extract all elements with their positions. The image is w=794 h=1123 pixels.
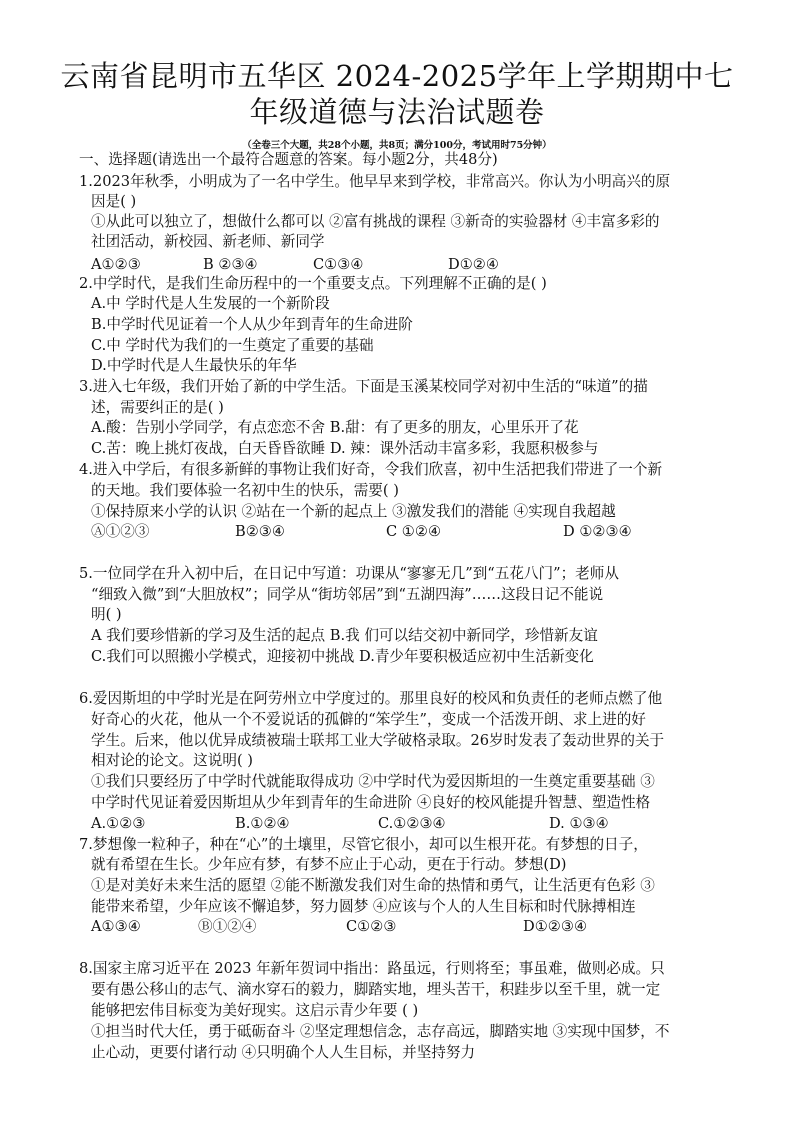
question-7-option-d: D①②③④ <box>523 918 588 935</box>
question-5-stem-cont: “细致入微”到“大胆放权”；同学从“街坊邻居”到“五湖四海”……这段日记不能说 <box>91 586 604 603</box>
question-5-stem: 5.一位同学在升入初中后，在日记中写道：功课从“寥寥无几”到“五花八门”；老师从 <box>79 565 619 582</box>
question-8-statements: ①担当时代大任，勇于砥砺奋斗 ②坚定理想信念，志存高远，脚踏实地 ③实现中国梦，不 <box>91 1023 670 1040</box>
question-1-stem-cont: 因是( ) <box>91 193 137 210</box>
question-6-statements: ①我们只要经历了中学时代就能取得成功 ②中学时代为爱因斯坦的一生奠定重要基础 ③ <box>91 773 655 790</box>
question-5-stem-end: 明( ) <box>91 606 122 623</box>
question-7-stem-cont: 就有希望在生长。少年应有梦，有梦不应止于心动，更在于行动。梦想(D) <box>91 856 567 873</box>
question-4-option-c: C ①②④ <box>386 523 442 540</box>
question-3-stem: 3.进入七年级，我们开始了新的中学生活。下面是玉溪某校同学对初中生活的“味道”的描 <box>79 378 648 395</box>
question-6-stem-end: 相对论的论文。这说明( ) <box>91 752 253 769</box>
section-heading: 一、选择题(请选出一个最符合题意的答案。每小题2分，共48分) <box>79 151 498 168</box>
question-4-stem: 4.进入中学后，有很多新鲜的事物让我们好奇，令我们欣喜，初中生活把我们带进了一个新 <box>79 461 663 478</box>
question-7-option-b: Ⓑ①②④ <box>198 918 257 935</box>
question-2-option-d: D.中学时代是人生最快乐的年华 <box>91 357 297 374</box>
question-8-stem-cont-1: 要有愚公移山的志气、滴水穿石的毅力，脚踏实地，埋头苦干，积跬步以至千里，就一定 <box>91 981 661 998</box>
question-8-stem: 8.国家主席习近平在 2023 年新年贺词中指出：路虽远，行则将至；事虽难，做则必成。只 <box>79 960 665 977</box>
question-2-option-b: B.中学时代见证着一个人从少年到青年的生命进阶 <box>91 316 413 333</box>
question-4-option-a: Ⓐ①②③ <box>91 523 150 540</box>
question-1-statements-cont: 社团活动，新校园、新老师、新同学 <box>91 233 325 250</box>
exam-instructions-note: （全卷三个大题，共28个小题，共8页；满分100分，考试用时75分钟） <box>242 140 552 151</box>
question-1-option-c: C①③④ <box>313 256 364 273</box>
question-6-option-d: D. ①③④ <box>549 815 609 832</box>
question-7-option-a: A①③④ <box>91 918 141 935</box>
question-1-statements: ①从此可以独立了，想做什么都可以 ②富有挑战的课程 ③新奇的实验器材 ④丰富多彩的 <box>91 213 660 230</box>
exam-title-line-1: 云南省昆明市五华区 2024-2025学年上学期期中七 <box>60 59 734 93</box>
question-2-option-a: A.中 学时代是人生发展的一个新阶段 <box>91 295 330 312</box>
question-4-statements: ①保持原来小学的认识 ②站在一个新的起点上 ③激发我们的潜能 ④实现自我超越 <box>91 503 616 520</box>
question-7-option-c: C①②③ <box>346 918 397 935</box>
question-6-option-c: C.①②③④ <box>378 815 446 832</box>
question-7-statements-cont: 能带来希望，少年应该不懈追梦，努力圆梦 ④应该与个人的人生目标和时代脉搏相连 <box>91 898 636 915</box>
question-6-option-b: B.①②④ <box>235 815 290 832</box>
question-1-stem: 1.2023年秋季，小明成为了一名中学生。他早早来到学校，非常高兴。你认为小明高兴的原 <box>79 173 671 190</box>
question-1-option-b: B ②③④ <box>203 256 258 273</box>
question-2-stem: 2.中学时代，是我们生命历程中的一个重要支点。下列理解不正确的是( ) <box>79 275 547 292</box>
question-6-statements-cont: 中学时代见证着爱因斯坦从少年到青年的生命进阶 ④良好的校风能提升智慧、塑造性格 <box>91 794 651 811</box>
question-3-stem-cont: 述，需要纠正的是( ) <box>91 399 224 416</box>
question-2-option-c: C.中 学时代为我们的一生奠定了重要的基础 <box>91 337 374 354</box>
question-4-option-b: B②③④ <box>235 523 285 540</box>
question-1-option-a: A①②③ <box>91 256 141 273</box>
exam-title-line-2: 年级道德与法治试题卷 <box>249 95 545 129</box>
question-8-stem-cont-2: 能够把宏伟目标变为美好现实。这启示青少年要 ( ) <box>91 1002 419 1019</box>
question-5-options-cd: C.我们可以照搬小学模式，迎接初中挑战 D.青少年要积极适应初中生活新变化 <box>91 648 594 665</box>
question-7-stem: 7.梦想像一粒种子，种在“心”的土壤里，尽管它很小，却可以生根开花。有梦想的日子， <box>79 836 648 853</box>
question-5-options-ab: A 我们要珍惜新的学习及生活的起点 B.我 们可以结交初中新同学，珍惜新友谊 <box>91 627 598 644</box>
question-6-option-a: A.①②③ <box>91 815 146 832</box>
question-7-statements: ①是对美好未来生活的愿望 ②能不断激发我们对生命的热情和勇气，让生活更有色彩 ③ <box>91 877 655 894</box>
question-6-stem-cont-2: 学生。后来，他以优异成绩被瑞士联邦工业大学破格录取。26岁时发表了轰动世界的关于 <box>91 732 665 749</box>
question-3-options-ab: A.酸：告别小学同学，有点恋恋不舍 B.甜：有了更多的朋友，心里乐开了花 <box>91 419 579 436</box>
question-3-options-cd: C.苦：晚上挑灯夜战，白天昏昏欲睡 D. 辣：课外活动丰富多彩，我愿积极参与 <box>91 440 599 457</box>
question-1-option-d: D①②④ <box>448 256 499 273</box>
question-6-stem: 6.爱因斯坦的中学时光是在阿劳州立中学度过的。那里良好的校风和负责任的老师点燃了他 <box>79 690 663 707</box>
question-8-statements-cont: 止心动，更要付诸行动 ④只明确个人人生目标，并坚持努力 <box>91 1044 476 1061</box>
question-4-option-d: D ①②③④ <box>563 523 632 540</box>
question-6-stem-cont-1: 好奇心的火花，他从一个不爱说话的孤僻的“笨学生”，变成一个活泼开朗、求上进的好 <box>91 711 646 728</box>
question-4-stem-cont: 的天地。我们要体验一名初中生的快乐，需要( ) <box>91 482 399 499</box>
